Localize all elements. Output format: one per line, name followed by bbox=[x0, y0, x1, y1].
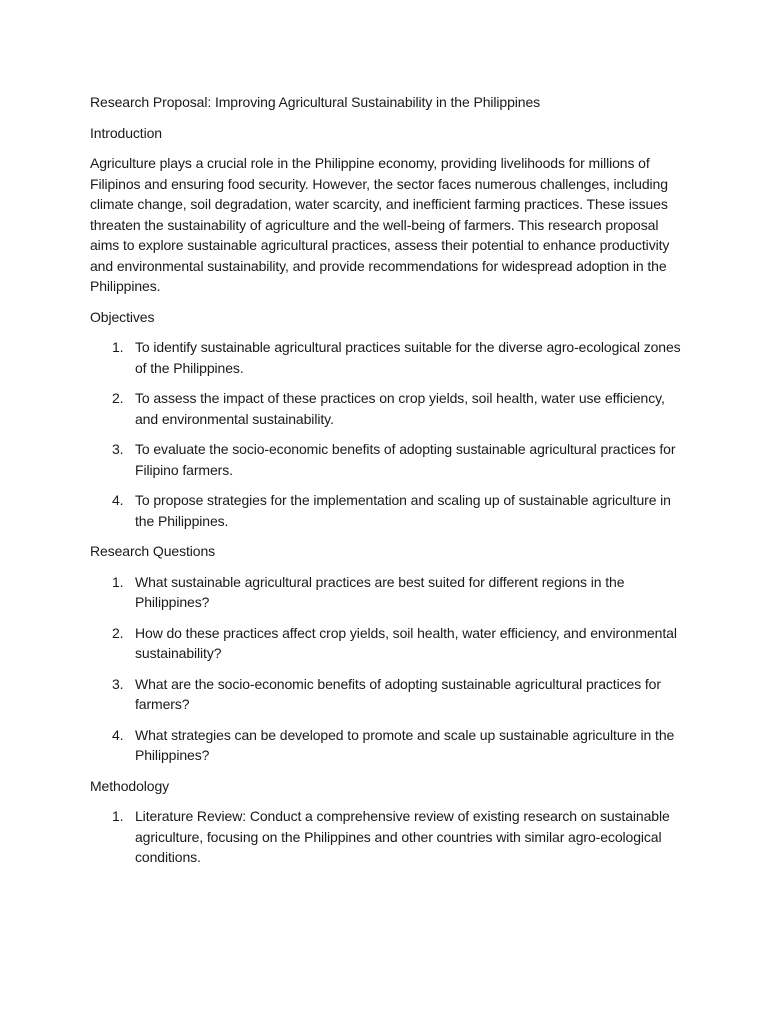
list-item-text: What strategies can be developed to promote and scale up sustainable agriculture in the Philippines? bbox=[135, 726, 675, 763]
list-item bbox=[90, 806, 690, 868]
document-title: Research Proposal: Improving Agricultural Sustainability in the Philippines bbox=[90, 94, 541, 110]
introduction-heading: Introduction bbox=[90, 124, 162, 141]
list-item bbox=[90, 388, 690, 429]
list-number: 4. bbox=[112, 492, 124, 508]
list-item-text: How do these practices affect crop yields, soil health, water efficiency, and environmental sustainability? bbox=[135, 624, 677, 661]
list-item-text: What sustainable agricultural practices are best suited for different regions in the Philippines? bbox=[135, 573, 625, 610]
list-item bbox=[90, 490, 690, 531]
introduction-paragraph: Agriculture plays a crucial role in the Philippine economy, providing livelihoods for millions of Filipinos and ensuring food security. However, the sector faces numerous challenges, including climate change, soil degradation, water scarcity, and inefficient farming practices. These issues threaten the sustainability of agriculture and the well-being of farmers. This research proposal aims to explore sustainable agricultural practices, assess their potential to enhance productivity and environmental sustainability, and provide recommendations for widespread adoption in the Philippines. bbox=[90, 155, 670, 294]
list-number: 2. bbox=[112, 624, 124, 641]
list-item-text: To identify sustainable agricultural practices suitable for the diverse agro-ecological zones of the Philippines. bbox=[135, 339, 681, 376]
list-item bbox=[90, 674, 690, 715]
list-item-text: To assess the impact of these practices on crop yields, soil health, water use efficiency, and environmental sustainability. bbox=[135, 390, 665, 427]
methodology-list bbox=[90, 806, 690, 868]
list-item-text: What are the socio-economic benefits of adopting sustainable agricultural practices for farmers? bbox=[135, 675, 661, 712]
research-questions-heading: Research Questions bbox=[90, 543, 216, 559]
list-number: 3. bbox=[112, 441, 124, 457]
list-number: 1. bbox=[112, 339, 124, 355]
list-number: 4. bbox=[112, 726, 124, 743]
list-item-text: To evaluate the socio-economic benefits of adopting sustainable agricultural practices for Filipino farmers. bbox=[135, 441, 676, 478]
objectives-heading: Objectives bbox=[90, 308, 155, 325]
objectives-list bbox=[90, 337, 690, 531]
list-number: 1. bbox=[112, 573, 124, 590]
list-item bbox=[90, 623, 690, 664]
list-number: 2. bbox=[112, 390, 124, 406]
list-number: 3. bbox=[112, 675, 124, 692]
list-number: 1. bbox=[112, 808, 124, 824]
list-item bbox=[90, 337, 690, 378]
research-questions-list bbox=[90, 572, 690, 766]
list-item-text: Literature Review: Conduct a comprehensive review of existing research on sustainable agriculture, focusing on the Philippines and other countries with similar agro-ecological conditions. bbox=[135, 808, 670, 865]
list-item-text: To propose strategies for the implementation and scaling up of sustainable agriculture in the Philippines. bbox=[135, 492, 671, 529]
list-item bbox=[90, 572, 690, 613]
methodology-heading: Methodology bbox=[90, 777, 170, 794]
list-item bbox=[90, 439, 690, 480]
document-body bbox=[90, 92, 690, 878]
list-item bbox=[90, 725, 690, 766]
